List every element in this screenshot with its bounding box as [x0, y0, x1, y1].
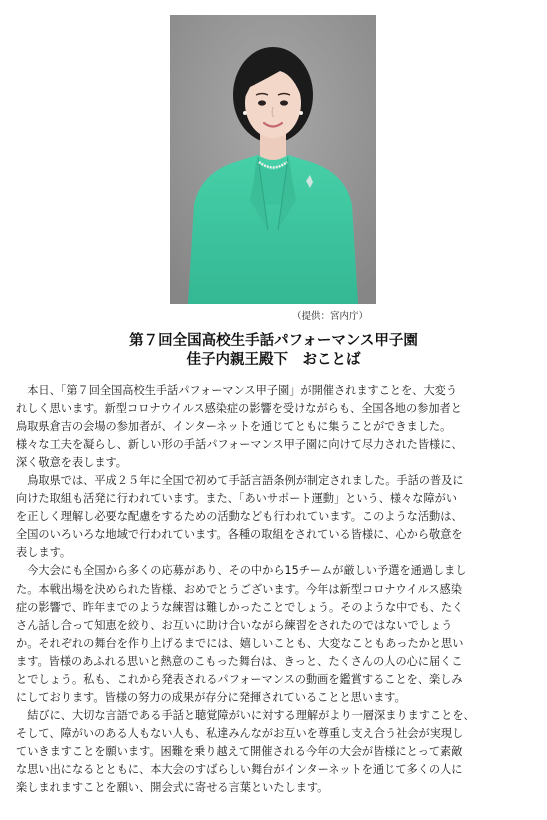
text-line: 症の影響で、昨年までのような練習は難しかったことでしょう。そのような中でも、たく [16, 600, 464, 614]
text-line: そして、障がいのある人もない人も、私達みんながお互いを尊重し支え合う社会が実現し [16, 726, 464, 740]
text-line: 今大会にも全国から多くの応募があり、その中から15チームが厳しい予選を通過しまし [16, 564, 467, 578]
text-line: 結びに、大切な言語である手話と聴覚障がいに対する理解がより一層深まりますことを、 [16, 708, 475, 722]
text-line: さん話し合って知恵を絞り、お互いに助け合いながら練習をされたのではないでしょう [16, 618, 453, 632]
text-line: た。本戦出場を決められた皆様、おめでとうございます。今年は新型コロナウイルス感染 [16, 582, 462, 596]
text-line: れしく思います。新型コロナウイルス感染症の影響を受けながらも、全国各地の参加者と [16, 402, 462, 416]
portrait-photo [170, 15, 376, 304]
text-line: とでしょう。私も、これから発表されるパフォーマンスの動画を鑑賞することを、楽しみ [16, 672, 463, 686]
photo-credit: （提供：宮内庁） [292, 311, 369, 322]
speech-text [16, 382, 532, 797]
text-line: 楽しまれますことを願い、開会式に寄せる言葉といたします。 [16, 781, 329, 795]
text-line: か。それぞれの舞台を作り上げるまでには、嬉しいことも、大変なこともあったかと思い [16, 636, 464, 650]
text-line: 全国のいろいろな地域で行われています。各種の取組をされている皆様に、心から敬意を [16, 528, 463, 542]
page-subtitle: 佳子内親王殿下 おことば [186, 352, 361, 368]
text-line: 深く敬意を表します。 [16, 456, 127, 470]
text-line: 本日、「第７回全国高校生手話パフォーマンス甲子園」が開催されますことを、大変う [16, 384, 458, 397]
text-line: ていきますことを願います。困難を乗り越えて開催される今年の大会が皆様にとって素敵 [16, 744, 463, 758]
text-line: 表します。 [16, 546, 72, 560]
text-line: にしております。皆様の努力の成果が存分に発揮されていることと思います。 [16, 690, 406, 704]
text-line: ます。皆様のあふれる思いと熱意のこもった舞台は、きっと、たくさんの人の心に届くこ [16, 654, 463, 668]
page-title: 第７回全国高校生手話パフォーマンス甲子園 [129, 333, 418, 349]
text-line: 鳥取県では、平成２５年に全国で初めて手話言語条例が制定されました。手話の普及に [16, 474, 464, 488]
text-line: 鳥取県倉吉の会場の参加者が、インターネットを通じてともに集うことができました。 [16, 420, 452, 434]
text-line: を正しく理解し必要な配慮をするための活動なども行われています。このような活動は、 [16, 510, 463, 524]
portrait-illustration [170, 15, 376, 304]
text-line: な思い出になるとともに、本大会のすばらしい舞台がインターネットを通じて多くの人に [16, 762, 463, 776]
text-line: 様々な工夫を凝らし、新しい形の手話パフォーマンス甲子園に向けて尽力された皆様に、 [16, 438, 463, 452]
text-line: 向けた取組も活発に行われています。また、「あいサポート運動」という、様々な障がい [16, 492, 458, 506]
